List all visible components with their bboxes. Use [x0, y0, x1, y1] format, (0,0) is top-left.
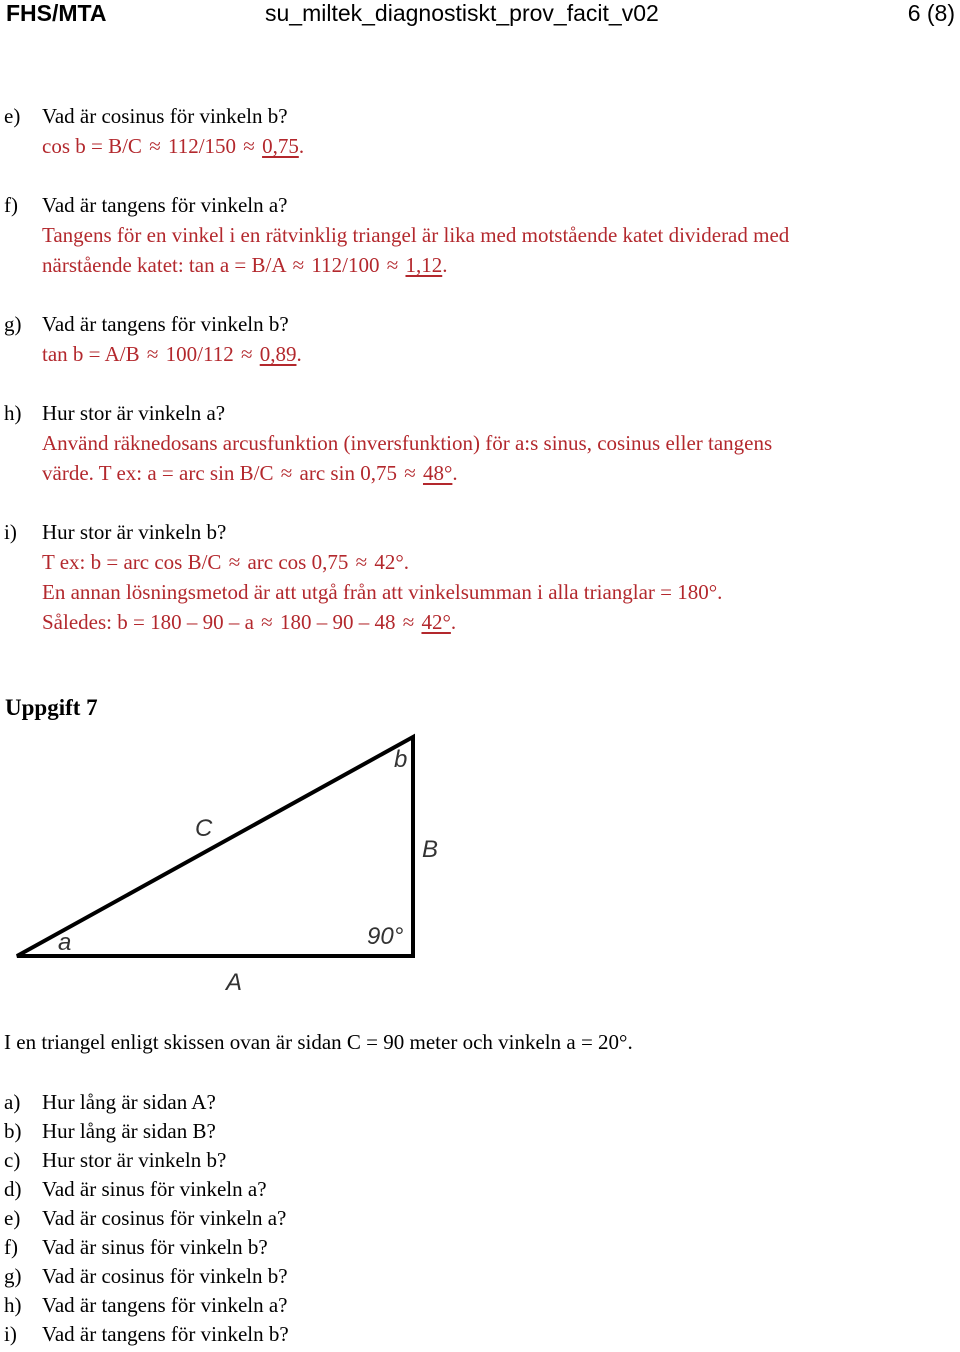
answer-text: tan b = A/B ≈ 100/112 ≈ 0,89.: [4, 339, 954, 369]
angle-label-a: a: [58, 929, 72, 956]
approx-symbol: ≈: [240, 342, 253, 366]
approx-symbol: ≈: [228, 550, 241, 574]
approx-symbol: ≈: [404, 461, 416, 485]
question-text: Hur stor är vinkeln a?: [42, 401, 226, 425]
approx-symbol: ≈: [280, 461, 293, 485]
task-question-list: [4, 1088, 289, 1349]
approx-symbol: ≈: [402, 610, 415, 634]
list-item: b) Hur lång är sidan B?: [4, 1119, 216, 1143]
answer-result: 48°: [422, 461, 453, 485]
approx-symbol: ≈: [146, 342, 159, 366]
side-label-c: C: [195, 815, 213, 842]
question-text: Vad är tangens för vinkeln a?: [42, 193, 288, 217]
approx-symbol: ≈: [386, 253, 399, 277]
right-angle-label: 90°: [367, 923, 404, 950]
answer-result: 0,89: [259, 342, 297, 366]
question-label: h): [4, 401, 22, 425]
answer-result: 0,75: [262, 134, 299, 158]
list-item: e) Vad är cosinus för vinkeln a?: [4, 1206, 287, 1230]
answer-f: [4, 190, 954, 280]
approx-symbol: ≈: [149, 134, 161, 158]
list-item: f) Vad är sinus för vinkeln b?: [4, 1235, 268, 1259]
right-triangle: [17, 737, 413, 956]
header-document-name: su_miltek_diagnostiskt_prov_facit_v02: [265, 0, 659, 26]
answer-h: [4, 398, 954, 488]
header-page-number: 6 (8): [907, 0, 955, 26]
side-label-b: B: [422, 836, 439, 863]
answer-i: [4, 517, 954, 637]
page-header: [0, 0, 960, 30]
approx-symbol: ≈: [292, 253, 305, 277]
question-text: Vad är cosinus för vinkeln b?: [42, 104, 288, 128]
list-item: g) Vad är cosinus för vinkeln b?: [4, 1264, 288, 1288]
answer-text: T ex: b = arc cos B/C ≈ arc cos 0,75 ≈ 42°.: [4, 547, 954, 577]
question-label: f): [4, 193, 18, 217]
approx-symbol: ≈: [243, 134, 255, 158]
answer-result: 42°: [421, 610, 451, 634]
list-item: i) Vad är tangens för vinkeln b?: [4, 1322, 289, 1346]
question-label: g): [4, 312, 22, 336]
question-label: e): [4, 104, 21, 128]
answer-text: Använd räknedosans arcusfunktion (inversfunktion) för a:s sinus, cosinus eller tangens: [42, 431, 773, 455]
approx-symbol: ≈: [355, 550, 368, 574]
answer-text: Således: b = 180 – 90 – a ≈ 180 – 90 – 48 ≈ 42°.: [4, 607, 954, 637]
answer-result: 1,12: [405, 253, 443, 277]
answer-text: cos b = B/C ≈ 112/150 ≈ 0,75.: [4, 131, 954, 161]
question-text: Vad är tangens för vinkeln b?: [42, 312, 289, 336]
header-org: FHS/MTA: [6, 0, 107, 26]
list-item: d) Vad är sinus för vinkeln a?: [4, 1177, 267, 1201]
approx-symbol: ≈: [261, 610, 273, 634]
answer-text: En annan lösningsmetod är att utgå från att vinkelsumman i alla trianglar = 180°.: [42, 580, 723, 604]
answer-text: värde. T ex: a = arc sin B/C ≈ arc sin 0,75 ≈ 48°.: [4, 458, 954, 488]
angle-label-b: b: [394, 746, 408, 773]
triangle-figure: [0, 728, 460, 1000]
list-item: h) Vad är tangens för vinkeln a?: [4, 1293, 288, 1317]
task-intro: I en triangel enligt skissen ovan är sidan C = 90 meter och vinkeln a = 20°.: [4, 1030, 633, 1054]
side-label-a: A: [226, 969, 243, 996]
question-label: i): [4, 520, 17, 544]
section-title: Uppgift 7: [5, 695, 98, 720]
list-item: c) Hur stor är vinkeln b?: [4, 1148, 227, 1172]
answer-text: närstående katet: tan a = B/A ≈ 112/100 ≈ 1,12.: [4, 250, 954, 280]
answer-text: Tangens för en vinkel i en rätvinklig triangel är lika med motstående katet dividerad med: [42, 223, 790, 247]
question-text: Hur stor är vinkeln b?: [42, 520, 227, 544]
list-item: a) Hur lång är sidan A?: [4, 1090, 216, 1114]
answer-e: [4, 101, 954, 161]
answer-g: [4, 309, 954, 369]
